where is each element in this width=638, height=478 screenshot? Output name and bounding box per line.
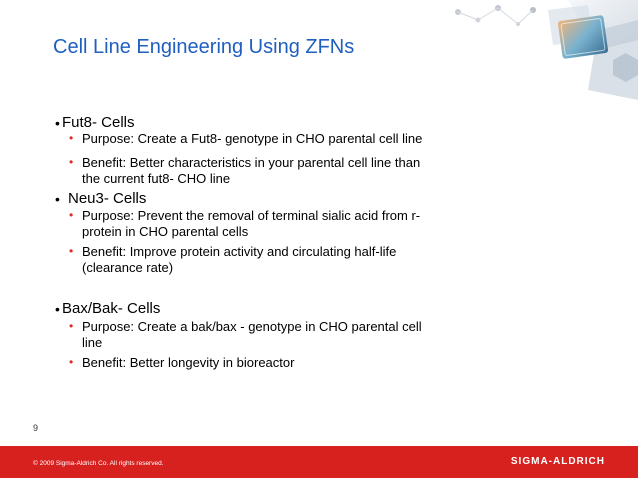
- sub-bullet-continuation: protein in CHO parental cells: [82, 224, 249, 239]
- bullet-dot-icon: •: [69, 244, 74, 258]
- bullet-dot-icon: •: [69, 355, 74, 369]
- bullet-dot-icon: •: [55, 191, 60, 207]
- brand-logo: SIGMA-ALDRICH: [510, 456, 605, 467]
- sub-bullet-item: Purpose: Create a bak/bax - genotype in CHO parental cell: [82, 319, 422, 334]
- bullet-item: Bax/Bak- Cells: [62, 300, 161, 317]
- sub-bullet-item: Purpose: Prevent the removal of terminal sialic acid from r-: [82, 208, 421, 223]
- footer-bar: [0, 446, 638, 478]
- bullet-dot-icon: •: [69, 319, 74, 333]
- sub-bullet-item: Benefit: Improve protein activity and circulating half-life: [82, 244, 397, 259]
- sub-bullet-item: Purpose: Create a Fut8- genotype in CHO parental cell line: [82, 131, 423, 146]
- sub-bullet-continuation: the current fut8- CHO line: [82, 171, 231, 186]
- bullet-dot-icon: •: [69, 155, 74, 169]
- sub-bullet-continuation: (clearance rate): [82, 260, 174, 275]
- sub-bullet-continuation: line: [82, 335, 103, 350]
- page-number: 9: [33, 423, 39, 433]
- sub-bullet-item: Benefit: Better characteristics in your parental cell line than: [82, 155, 421, 170]
- bullet-item: Neu3- Cells: [68, 190, 147, 207]
- header-decoration-image: [398, 0, 638, 100]
- bullet-item: Fut8- Cells: [62, 114, 135, 131]
- slide-title: Cell Line Engineering Using ZFNs: [53, 36, 355, 58]
- bullet-dot-icon: •: [55, 301, 60, 317]
- bullet-dot-icon: •: [69, 208, 74, 222]
- bullet-dot-icon: •: [69, 131, 74, 145]
- copyright-text: © 2009 Sigma-Aldrich Co. All rights reserved.: [33, 460, 164, 467]
- bullet-dot-icon: •: [55, 115, 60, 131]
- sub-bullet-item: Benefit: Better longevity in bioreactor: [82, 355, 295, 370]
